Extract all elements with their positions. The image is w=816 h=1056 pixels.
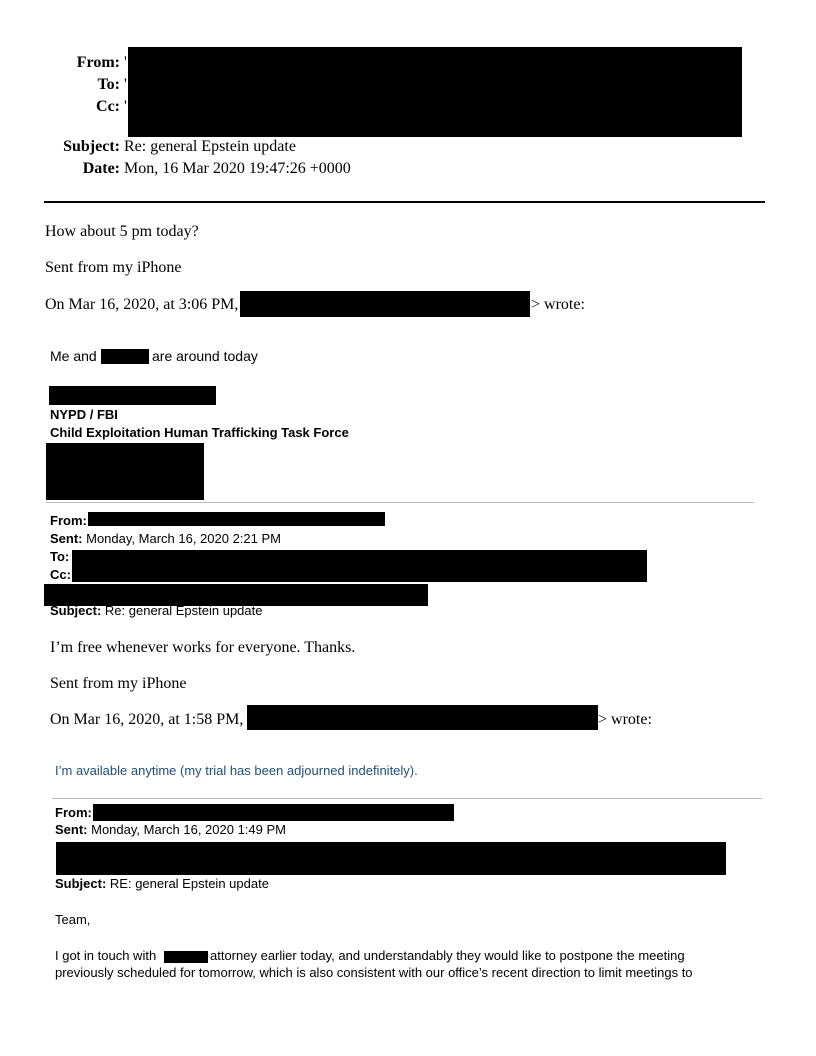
cc-label: Cc: [96,98,120,115]
subject-value: Re: general Epstein update [104,603,263,618]
redaction-block [101,349,149,364]
message-line: I’m free whenever works for everyone. Thanks. [50,639,356,656]
from-label: From: [76,54,120,71]
header-divider [44,201,765,203]
subject-line [50,603,262,618]
subject-label: Subject: [55,876,107,891]
sent-value: Monday, March 16, 2020 2:21 PM [86,531,281,546]
quote-attribution-prefix: On Mar 16, 2020, at 3:06 PM, [45,296,239,313]
message-text-before: Me and [50,348,97,364]
quote-divider [52,798,762,799]
quote-attribution-suffix: > wrote: [598,711,652,728]
message-line: How about 5 pm today? [45,223,199,240]
signature-line: Sent from my iPhone [50,675,187,692]
quote-attribution-suffix: > wrote: [531,296,585,313]
paragraph-text-before: I got in touch with [55,948,157,963]
from-label: From: [55,805,92,820]
date-value: Mon, 16 Mar 2020 19:47:26 +0000 [124,160,351,177]
redaction-block [49,386,216,405]
redaction-block [88,512,385,526]
sent-value: Monday, March 16, 2020 1:49 PM [91,822,286,837]
message-text-after: are around today [152,348,258,364]
signature-unit: Child Exploitation Human Trafficking Task Force [50,425,349,440]
to-label: To: [50,549,70,564]
quote-divider [46,502,754,503]
paragraph-text-after: attorney earlier today, and understandably they would like to postpone the meeting [210,948,685,963]
subject-line [55,876,269,891]
paragraph-line: previously scheduled for tomorrow, which is also consistent with our office’s recent direction to limit meetings to [55,965,693,980]
message-line: I’m available anytime (my trial has been adjourned indefinitely). [55,763,418,778]
sent-line [50,531,281,546]
redaction-block [93,804,454,821]
signature-line: Sent from my iPhone [45,259,182,276]
sent-label: Sent: [55,822,88,837]
from-value: ' [124,54,127,71]
to-value: ' [124,76,127,93]
redaction-block [46,443,204,500]
sent-line [55,822,286,837]
cc-label: Cc: [50,567,71,582]
subject-label: Subject: [63,138,120,155]
redaction-block [72,550,647,582]
subject-label: Subject: [50,603,102,618]
redaction-block [240,291,530,317]
redaction-block [164,951,208,963]
redaction-block [56,842,726,875]
signature-org: NYPD / FBI [50,407,118,422]
quote-attribution-prefix: On Mar 16, 2020, at 1:58 PM, [50,711,244,728]
subject-value: RE: general Epstein update [109,876,269,891]
greeting: Team, [55,912,91,927]
from-label: From: [50,513,87,528]
date-label: Date: [82,160,120,177]
redaction-block [128,47,742,137]
sent-label: Sent: [50,531,83,546]
to-label: To: [97,76,120,93]
subject-value: Re: general Epstein update [124,138,296,155]
redaction-block [247,705,598,730]
cc-value: ' [124,98,127,115]
